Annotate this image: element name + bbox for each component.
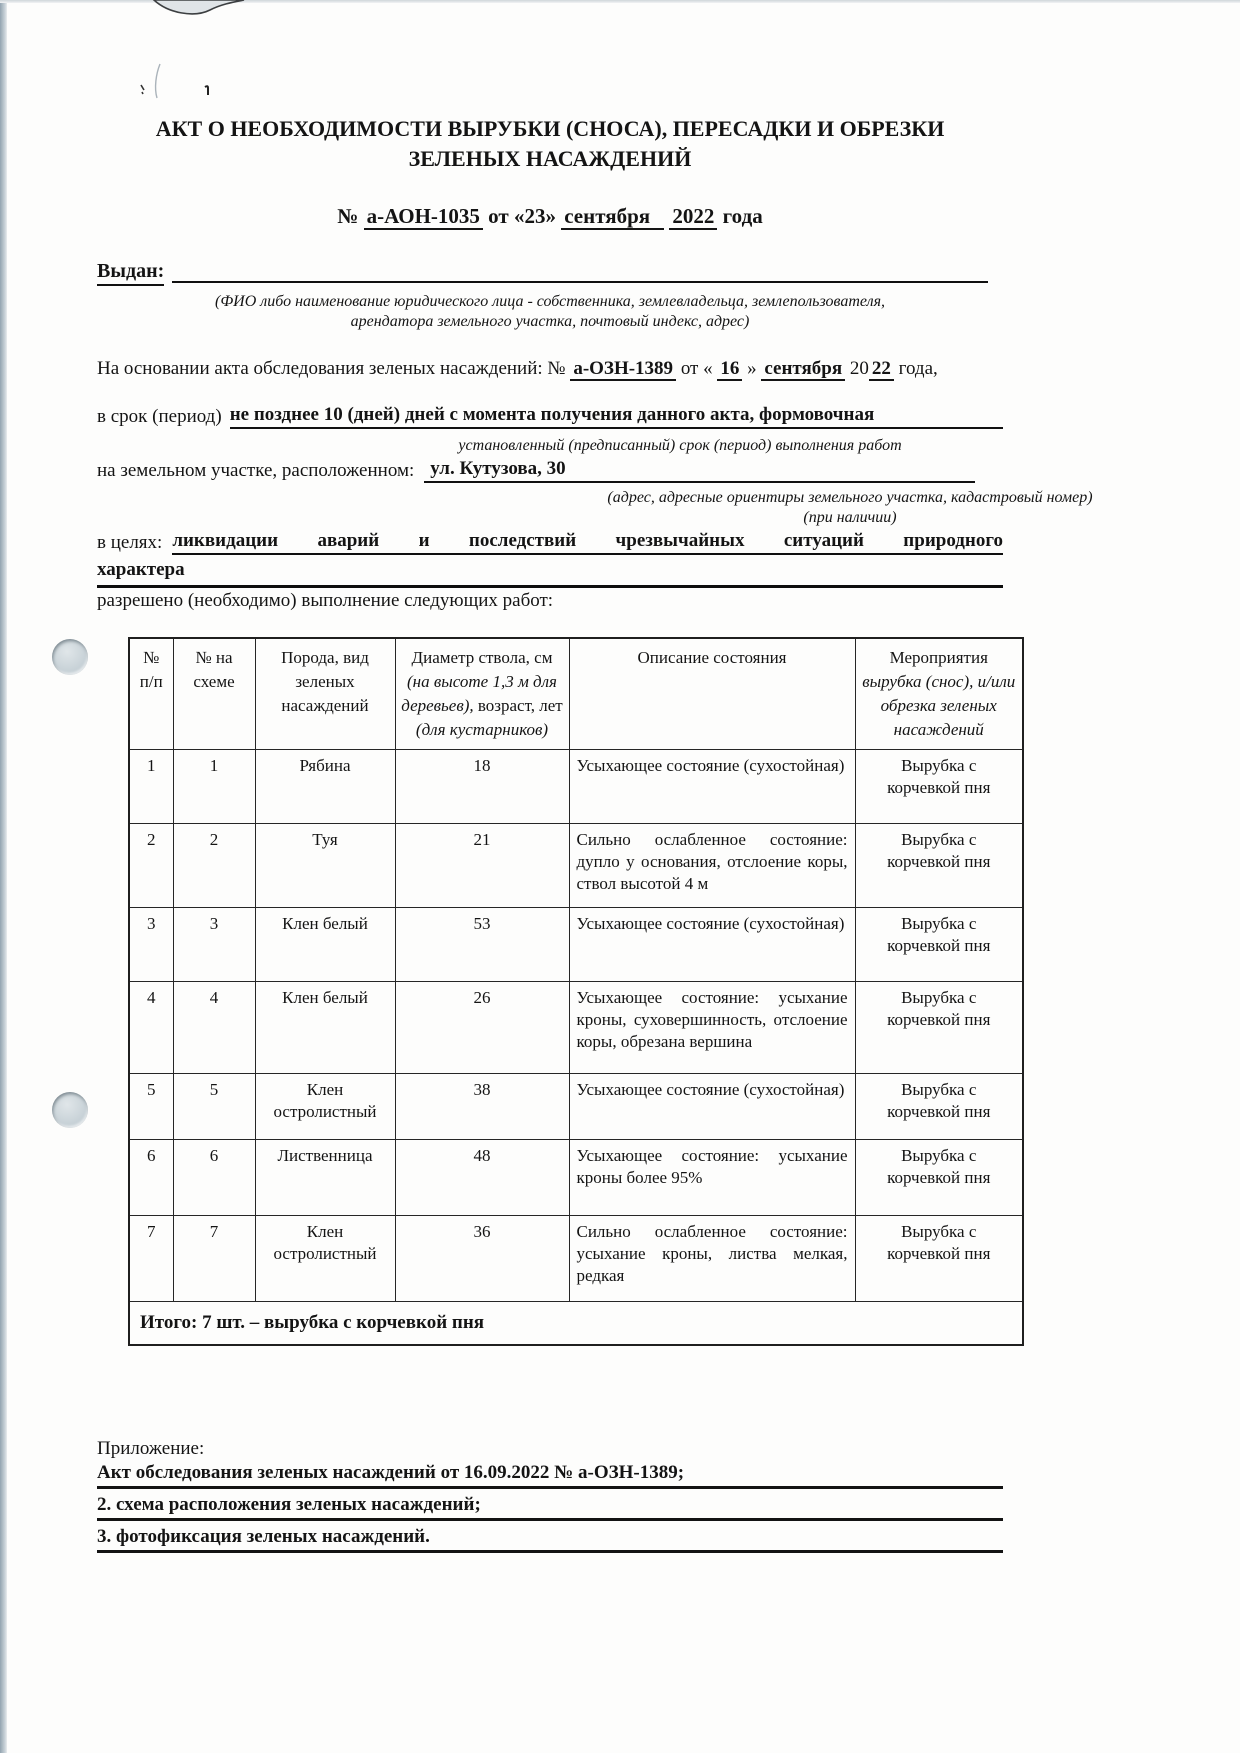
trees-table [128,637,1024,1346]
term-value: не позднее 10 (дней) дней с момента получения данного акта, формовочная [230,402,1003,429]
issued-note-line1: (ФИО либо наименование юридического лица - собственника, землевладельца, землепользователя, [214,293,885,310]
purpose-line [97,528,1003,555]
act-number-goda: года [722,204,763,228]
attachment-item-3: 3. фотофиксация зеленых насаждений. [97,1524,1003,1553]
document-title [97,114,1003,174]
header-action: Мероприятия вырубка (снос), и/или обрезка зеленых насаждений [855,638,1023,750]
location-note-line2: (при наличии) [803,509,897,526]
issued-line [97,258,1003,286]
basis-line [97,356,1003,381]
act-number-month: сентября [561,204,664,230]
hole-punch [52,1092,88,1128]
attachments-list [97,1460,1003,1556]
table-row: 2 2 Туя 21 Сильно ослабленное состояние: дупло у основания, отслоение коры, ствол высотой 4 м Вырубка с корчевкой пня [129,824,1023,908]
table-row: 3 3 Клен белый 53 Усыхающее состояние (сухостойная) Вырубка с корчевкой пня [129,908,1023,982]
basis-ot: от « [680,358,713,379]
header-condition: Описание состояния [569,638,855,750]
location-notes [97,488,1240,528]
basis-prefix: На основании акта обследования зеленых насаждений: № [97,358,566,379]
act-number-line [97,203,1003,230]
table-row: 7 7 Клен остролистный 36 Сильно ослабленное состояние: усыхание кроны, листва мелкая, редкая Вырубка с корчевкой пня [129,1216,1023,1302]
basis-day: 16 [717,358,742,381]
table-header-row [129,638,1023,750]
table-row: 6 6 Лиственница 48 Усыхающее состояние: усыхание кроны более 95% Вырубка с корчевкой пня [129,1140,1023,1216]
header-num: № п/п [129,638,173,750]
basis-suffix: года, [898,358,938,379]
table-total-row [129,1302,1023,1346]
term-note: установленный (предписанный) срок (период) выполнения работ [458,437,902,454]
header-scheme-num: № на схеме [173,638,255,750]
issued-note-line2: арендатора земельного участка, почтовый индекс, адрес) [350,313,750,330]
location-note-line1: (адрес, адресные ориентиры земельного участка, кадастровый номер) [607,489,1093,506]
basis-act-number: а-ОЗН-1389 [570,358,676,381]
purpose-label: в целях: [97,532,163,553]
trees-table-wrap [128,637,1022,1346]
hole-punch [52,639,88,675]
location-value: ул. Кутузова, 30 [424,456,571,483]
issued-blank-line [172,261,988,283]
act-number-day: «23» [513,204,556,228]
basis-year-prefix: 20 [849,358,869,379]
table-row: 5 5 Клен остролистный 38 Усыхающее состояние (сухостойная) Вырубка с корчевкой пня [129,1074,1023,1140]
permission-line: разрешено (необходимо) выполнение следующих работ: [97,590,554,611]
location-blank-line [572,463,975,483]
table-row: 4 4 Клен белый 26 Усыхающее состояние: усыхание кроны, суховершинность, отслоение коры, обрезана вершина Вырубка с корчевкой пня [129,982,1023,1074]
attachment-item-1: Акт обследования зеленых насаждений от 16.09.2022 № а-ОЗН-1389; [97,1460,1003,1489]
term-label: в срок (период) [97,406,222,427]
paper-tear [150,0,246,18]
document-title-line2: ЗЕЛЕНЫХ НАСАЖДЕНИЙ [408,146,692,171]
attachments-label: Приложение: [97,1438,205,1459]
location-line [97,456,1003,483]
header-diameter: Диаметр ствола, см (на высоте 1,3 м для деревьев), возраст, лет (для кустарников) [395,638,569,750]
basis-month: сентября [761,358,845,381]
basis-quote: » [747,358,757,379]
table-row: 1 1 Рябина 18 Усыхающее состояние (сухостойная) Вырубка с корчевкой пня [129,750,1023,824]
purpose-value-line1: ликвидации аварий и последствий чрезвычайных ситуаций природного [172,528,1003,555]
document-title-line1: АКТ О НЕОБХОДИМОСТИ ВЫРУБКИ (СНОСА), ПЕРЕСАДКИ И ОБРЕЗКИ [155,116,945,141]
act-number-ot: от [488,204,509,228]
basis-year: 22 [869,358,894,381]
issued-notes [97,292,1003,332]
number-sign: № [337,204,359,228]
table-total: Итого: 7 шт. – вырубка с корчевкой пня [129,1302,1023,1346]
header-species: Порода, вид зеленых насаждений [255,638,395,750]
scan-edge-left [0,0,7,1753]
act-number: а-АОН-1035 [364,204,483,230]
term-line [97,402,1003,429]
issued-label: Выдан: [97,258,164,286]
location-label: на земельном участке, расположенном: [97,460,415,481]
attachment-item-2: 2. схема расположения зеленых насаждений; [97,1492,1003,1521]
pen-mark [133,58,229,106]
act-number-year: 2022 [669,204,717,230]
purpose-value-line2: характера [97,557,1003,588]
